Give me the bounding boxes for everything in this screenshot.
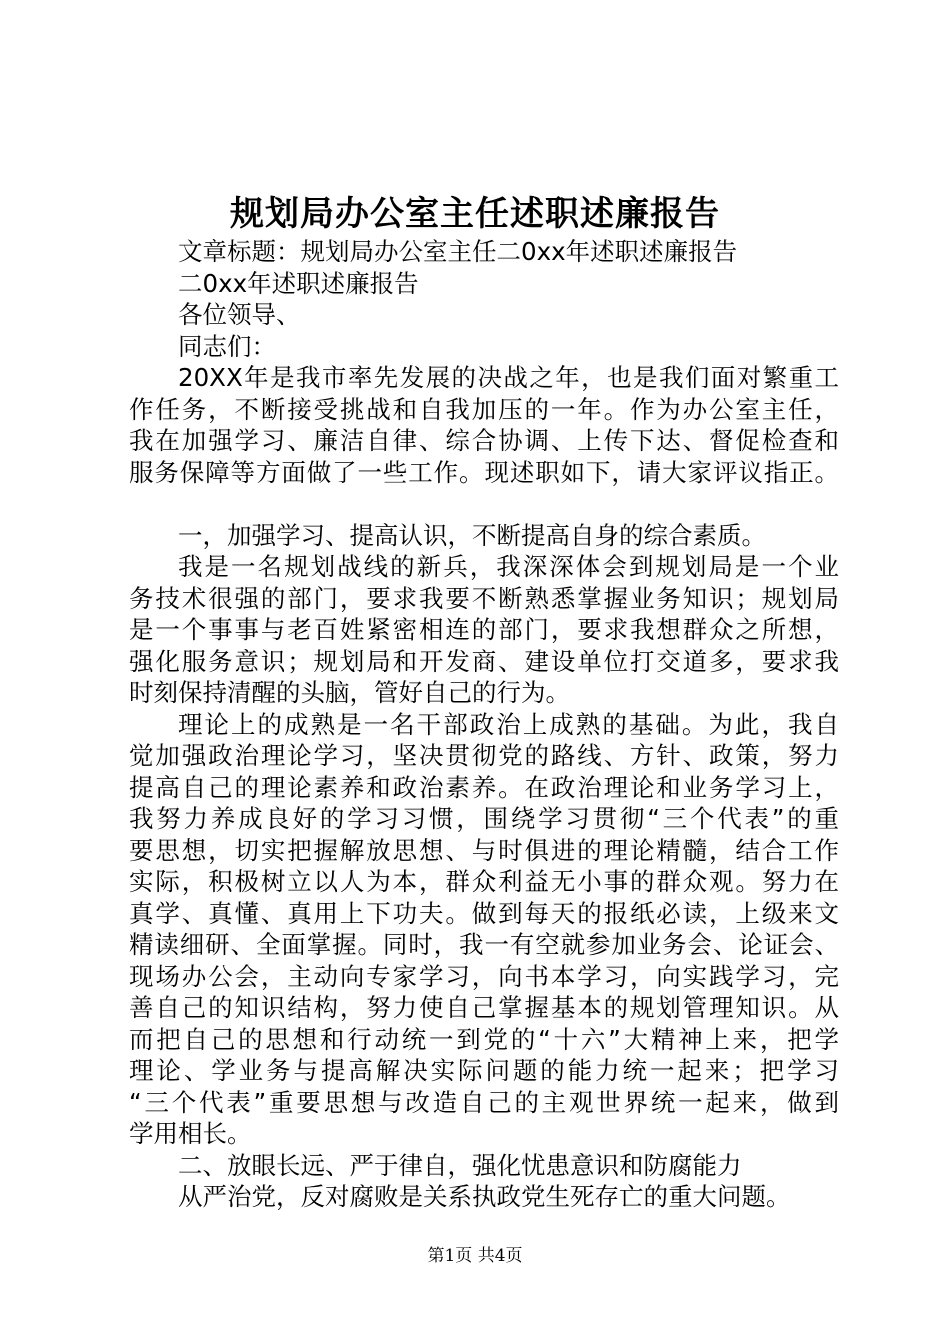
text-line: 同志们： bbox=[178, 331, 276, 361]
text-line: 我是一名规划战线的新兵，我深深体会到规划局是一个业 bbox=[178, 552, 839, 581]
text-line: 学用相长。 bbox=[129, 1119, 252, 1148]
page-footer: 第1页 共4页 bbox=[427, 1246, 523, 1266]
text-line: 善自己的知识结构，努力使自己掌握基本的规划管理知识。从 bbox=[129, 993, 839, 1022]
text-line: 是一个事事与老百姓紧密相连的部门，要求我想群众之所想， bbox=[129, 615, 839, 644]
paragraph-gap bbox=[129, 488, 839, 520]
text-line: 20XX年是我市率先发展的决战之年，也是我们面对繁重工 bbox=[178, 363, 839, 392]
text-line: 务技术很强的部门，要求我要不断熟悉掌握业务知识；规划局 bbox=[129, 583, 839, 613]
text-line: 要思想，切实把握解放思想、与时俱进的理论精髓，结合工作 bbox=[129, 835, 839, 865]
text-line: 时刻保持清醒的头脑，管好自己的行为。 bbox=[129, 678, 570, 707]
text-line: 作任务，不断接受挑战和自我加压的一年。作为办公室主任， bbox=[129, 394, 839, 424]
text-line: 实际，积极树立以人为本，群众利益无小事的群众观。努力在 bbox=[129, 867, 839, 896]
text-line: “三个代表”重要思想与改造自己的主观世界统一起来，做到 bbox=[129, 1087, 839, 1117]
text-line: 真学、真懂、真用上下功夫。做到每天的报纸必读，上级来文 bbox=[129, 898, 839, 928]
text-line: 强化服务意识；规划局和开发商、建设单位打交道多，要求我 bbox=[129, 646, 839, 676]
text-line: 二0xx年述职述廉报告 bbox=[178, 268, 419, 298]
text-line: 理论上的成熟是一名干部政治上成熟的基础。为此，我自 bbox=[178, 709, 839, 739]
text-line: 我努力养成良好的学习习惯，围绕学习贯彻“三个代表”的重 bbox=[129, 804, 839, 833]
text-line: 我在加强学习、廉洁自律、综合协调、上传下达、督促检查和 bbox=[129, 426, 839, 455]
text-line: 现场办公会，主动向专家学习，向书本学习，向实践学习，完 bbox=[129, 961, 839, 991]
document-body bbox=[129, 236, 839, 1213]
text-line: 而把自己的思想和行动统一到党的“十六”大精神上来，把学 bbox=[129, 1024, 839, 1054]
text-line: 从严治党，反对腐败是关系执政党生死存亡的重大问题。 bbox=[178, 1182, 791, 1211]
text-line: 精读细研、全面掌握。同时，我一有空就参加业务会、论证会、 bbox=[129, 930, 839, 959]
document-title: 规划局办公室主任述职述廉报告 bbox=[230, 194, 720, 234]
text-line: 觉加强政治理论学习，坚决贯彻党的路线、方针、政策，努力 bbox=[129, 741, 839, 770]
section-heading: 二、放眼长远、严于律自，强化忧患意识和防腐能力 bbox=[178, 1150, 742, 1180]
text-line: 理论、学业务与提高解决实际问题的能力统一起来；把学习 bbox=[129, 1056, 839, 1085]
text-line: 服务保障等方面做了一些工作。现述职如下，请大家评议指正。 bbox=[129, 457, 839, 487]
text-line: 提高自己的理论素养和政治素养。在政治理论和业务学习上， bbox=[129, 772, 839, 802]
section-heading: 一，加强学习、提高认识，不断提高自身的综合素质。 bbox=[178, 520, 766, 550]
text-line: 各位领导、 bbox=[178, 300, 301, 329]
text-line: 文章标题：规划局办公室主任二0xx年述职述廉报告 bbox=[178, 237, 738, 266]
